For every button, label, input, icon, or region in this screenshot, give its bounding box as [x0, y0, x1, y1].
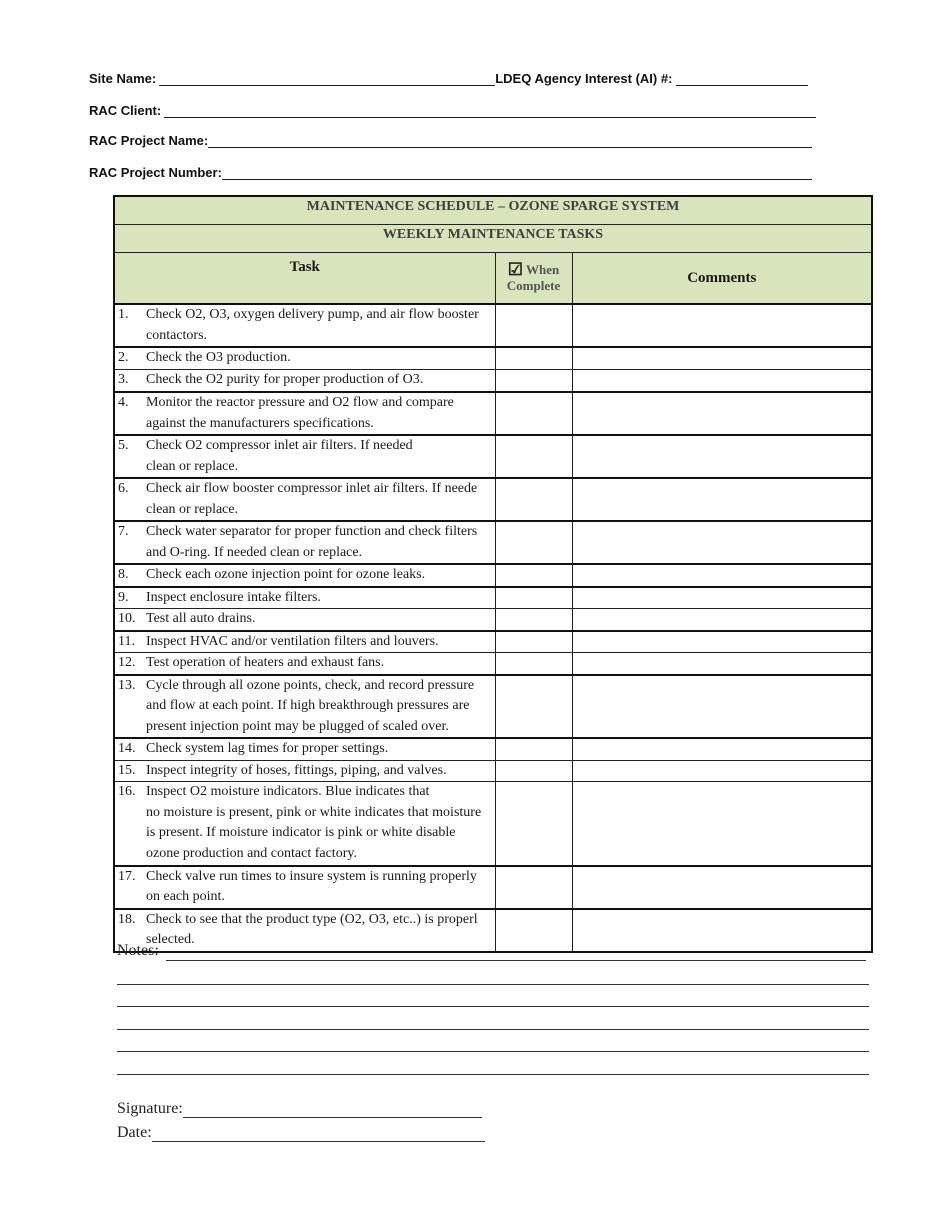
task-number: 17. [118, 868, 136, 884]
task-text-line: Inspect integrity of hoses, fittings, piping, and valves. [146, 762, 447, 778]
table-row [114, 760, 872, 782]
when-complete-checkbox-cell[interactable] [495, 347, 572, 369]
task-text-line: present injection point may be plugged of scaled over. [146, 718, 449, 734]
comments-cell[interactable] [572, 866, 872, 909]
table-row [114, 587, 872, 609]
column-header-row [114, 253, 872, 305]
when-complete-checkbox-cell[interactable] [495, 587, 572, 609]
task-cell [114, 587, 495, 609]
task-text-line: clean or replace. [146, 458, 239, 474]
agency-interest-label: LDEQ Agency Interest (AI) #: [495, 71, 673, 86]
task-text-line: Check to see that the product type (O2, O3, etc..) is properl [146, 911, 478, 927]
table-row [114, 369, 872, 392]
task-text-line: Test operation of heaters and exhaust fans. [146, 655, 385, 670]
task-number: 3. [118, 371, 129, 387]
table-title: MAINTENANCE SCHEDULE – OZONE SPARGE SYSTEM [114, 196, 872, 225]
task-cell [114, 653, 495, 675]
comments-column-header: Comments [572, 253, 872, 305]
task-cell [114, 675, 495, 739]
task-text-line: Check O2, O3, oxygen delivery pump, and air flow booster [146, 307, 479, 322]
comments-cell[interactable] [572, 738, 872, 760]
when-complete-checkbox-cell[interactable] [495, 653, 572, 675]
comments-cell[interactable] [572, 304, 872, 347]
task-number: 7. [118, 524, 129, 539]
task-text-line: clean or replace. [146, 501, 239, 517]
when-complete-checkbox-cell[interactable] [495, 304, 572, 347]
task-cell [114, 738, 495, 760]
comments-cell[interactable] [572, 347, 872, 369]
task-number: 4. [118, 395, 129, 410]
table-row [114, 304, 872, 347]
table-row [114, 478, 872, 521]
rac-client-label: RAC Client: [89, 103, 162, 118]
task-number: 15. [118, 762, 136, 778]
table-row [114, 347, 872, 369]
comments-cell[interactable] [572, 587, 872, 609]
task-text-line: Check O2 compressor inlet air filters. If needed [146, 438, 413, 453]
when-complete-checkbox-cell[interactable] [495, 609, 572, 631]
comments-cell[interactable] [572, 609, 872, 631]
task-cell [114, 304, 495, 347]
task-text-line: against the manufacturers specifications. [146, 415, 374, 431]
task-cell [114, 435, 495, 478]
rac-project-number-field[interactable] [89, 162, 812, 180]
task-cell [114, 631, 495, 653]
task-cell [114, 369, 495, 392]
table-row [114, 392, 872, 435]
task-number: 2. [118, 350, 129, 365]
task-number: 5. [118, 438, 129, 453]
table-row [114, 631, 872, 653]
task-number: 9. [118, 589, 129, 605]
signature-label: Signature: [117, 1100, 183, 1117]
table-row [114, 609, 872, 631]
task-text-line: Inspect enclosure intake filters. [146, 589, 321, 605]
task-text-line: ozone production and contact factory. [146, 845, 357, 861]
date-field[interactable] [117, 1124, 485, 1142]
when-complete-checkbox-cell[interactable] [495, 675, 572, 739]
task-number: 16. [118, 784, 136, 799]
notes-line[interactable] [117, 1051, 869, 1052]
notes-line[interactable] [117, 1006, 869, 1007]
task-number: 10. [118, 611, 136, 626]
site-name-field[interactable] [89, 68, 808, 86]
complete-label: Complete [506, 278, 561, 293]
comments-cell[interactable] [572, 369, 872, 392]
when-complete-checkbox-cell[interactable] [495, 760, 572, 782]
task-number: 8. [118, 567, 129, 582]
task-cell [114, 909, 495, 952]
when-complete-checkbox-cell[interactable] [495, 478, 572, 521]
rac-project-number-label: RAC Project Number: [89, 165, 222, 180]
task-number: 14. [118, 741, 136, 756]
comments-cell[interactable] [572, 478, 872, 521]
table-row [114, 564, 872, 587]
comments-cell[interactable] [572, 564, 872, 587]
comments-cell[interactable] [572, 675, 872, 739]
comments-cell[interactable] [572, 435, 872, 478]
agency-interest-input-line[interactable] [676, 71, 808, 86]
table-row [114, 782, 872, 866]
table-subtitle: WEEKLY MAINTENANCE TASKS [114, 225, 872, 253]
task-number: 12. [118, 655, 136, 670]
comments-cell[interactable] [572, 653, 872, 675]
when-complete-checkbox-cell[interactable] [495, 564, 572, 587]
task-text-line: Inspect O2 moisture indicators. Blue indicates that [146, 784, 430, 799]
task-text-line: Check the O2 purity for proper production of O3. [146, 371, 424, 387]
when-complete-column-header [495, 253, 572, 305]
task-column-header: Task [114, 253, 495, 305]
when-complete-checkbox-cell[interactable] [495, 866, 572, 909]
task-cell [114, 521, 495, 564]
when-complete-checkbox-cell[interactable] [495, 738, 572, 760]
site-name-input-line[interactable] [159, 71, 495, 86]
comments-cell[interactable] [572, 782, 872, 866]
task-text-line: is present. If moisture indicator is pink or white disable [146, 825, 456, 840]
comments-cell[interactable] [572, 392, 872, 435]
task-cell [114, 782, 495, 866]
comments-cell[interactable] [572, 521, 872, 564]
table-subtitle-row [114, 225, 872, 253]
when-complete-checkbox-cell[interactable] [495, 521, 572, 564]
notes-line[interactable] [166, 960, 866, 961]
task-text-line: and flow at each point. If high breakthrough pressures are [146, 698, 470, 713]
date-input-line[interactable] [152, 1125, 485, 1142]
site-name-label: Site Name: [89, 71, 157, 86]
task-text-line: Test all auto drains. [146, 611, 256, 626]
signature-input-line[interactable] [183, 1101, 482, 1118]
rac-project-name-label: RAC Project Name: [89, 133, 209, 148]
when-complete-checkbox-cell[interactable] [495, 435, 572, 478]
task-number: 13. [118, 677, 136, 693]
task-text-line: Cycle through all ozone points, check, and record pressure [146, 677, 475, 693]
task-text-line: Check each ozone injection point for ozone leaks. [146, 567, 426, 582]
signature-field[interactable] [117, 1100, 482, 1118]
when-complete-checkbox-cell[interactable] [495, 369, 572, 392]
task-number: 1. [118, 307, 129, 322]
maintenance-schedule-table [113, 195, 873, 953]
when-label: When [526, 262, 560, 277]
table-row [114, 866, 872, 909]
when-complete-checkbox-cell[interactable] [495, 631, 572, 653]
task-number: 11. [118, 633, 135, 649]
comments-cell[interactable] [572, 631, 872, 653]
task-text-line: on each point. [146, 889, 225, 904]
checkbox-checked-icon: ☑ [507, 260, 523, 279]
task-text-line: Monitor the reactor pressure and O2 flow and compare [146, 395, 454, 410]
task-text-line: Inspect HVAC and/or ventilation filters and louvers. [146, 633, 439, 649]
task-cell [114, 392, 495, 435]
task-number: 18. [118, 911, 136, 927]
notes-line[interactable] [117, 1029, 869, 1030]
rac-project-name-input-line[interactable] [208, 133, 812, 148]
task-cell [114, 347, 495, 369]
task-text-line: selected. [146, 932, 195, 947]
task-text-line: contactors. [146, 327, 208, 343]
table-title-row [114, 196, 872, 225]
rac-project-number-input-line[interactable] [222, 165, 812, 180]
task-number: 6. [118, 481, 129, 496]
table-row [114, 521, 872, 564]
notes-line[interactable] [117, 1074, 869, 1075]
notes-line[interactable] [117, 984, 869, 985]
task-text-line: Check valve run times to insure system is running properly [146, 868, 477, 884]
table-row [114, 909, 872, 952]
task-cell [114, 866, 495, 909]
rac-client-input-line[interactable] [164, 103, 816, 118]
table-row [114, 738, 872, 760]
when-complete-checkbox-cell[interactable] [495, 392, 572, 435]
rac-project-name-field[interactable] [89, 130, 812, 148]
when-complete-checkbox-cell[interactable] [495, 909, 572, 952]
task-text-line: Check system lag times for proper settings. [146, 741, 389, 756]
when-complete-checkbox-cell[interactable] [495, 782, 572, 866]
task-text-line: Check water separator for proper function and check filters [146, 524, 478, 539]
task-cell [114, 478, 495, 521]
task-cell [114, 564, 495, 587]
task-text-line: Check the O3 production. [146, 350, 291, 365]
date-label: Date: [117, 1124, 152, 1141]
table-row [114, 435, 872, 478]
task-text-line: no moisture is present, pink or white indicates that moisture [146, 804, 482, 820]
task-cell [114, 609, 495, 631]
task-text-line: Check air flow booster compressor inlet air filters. If neede [146, 481, 478, 496]
comments-cell[interactable] [572, 909, 872, 952]
comments-cell[interactable] [572, 760, 872, 782]
table-row [114, 653, 872, 675]
task-cell [114, 760, 495, 782]
rac-client-field[interactable] [89, 100, 816, 118]
task-text-line: and O-ring. If needed clean or replace. [146, 544, 363, 560]
notes-label: Notes: [117, 942, 159, 959]
table-row [114, 675, 872, 739]
